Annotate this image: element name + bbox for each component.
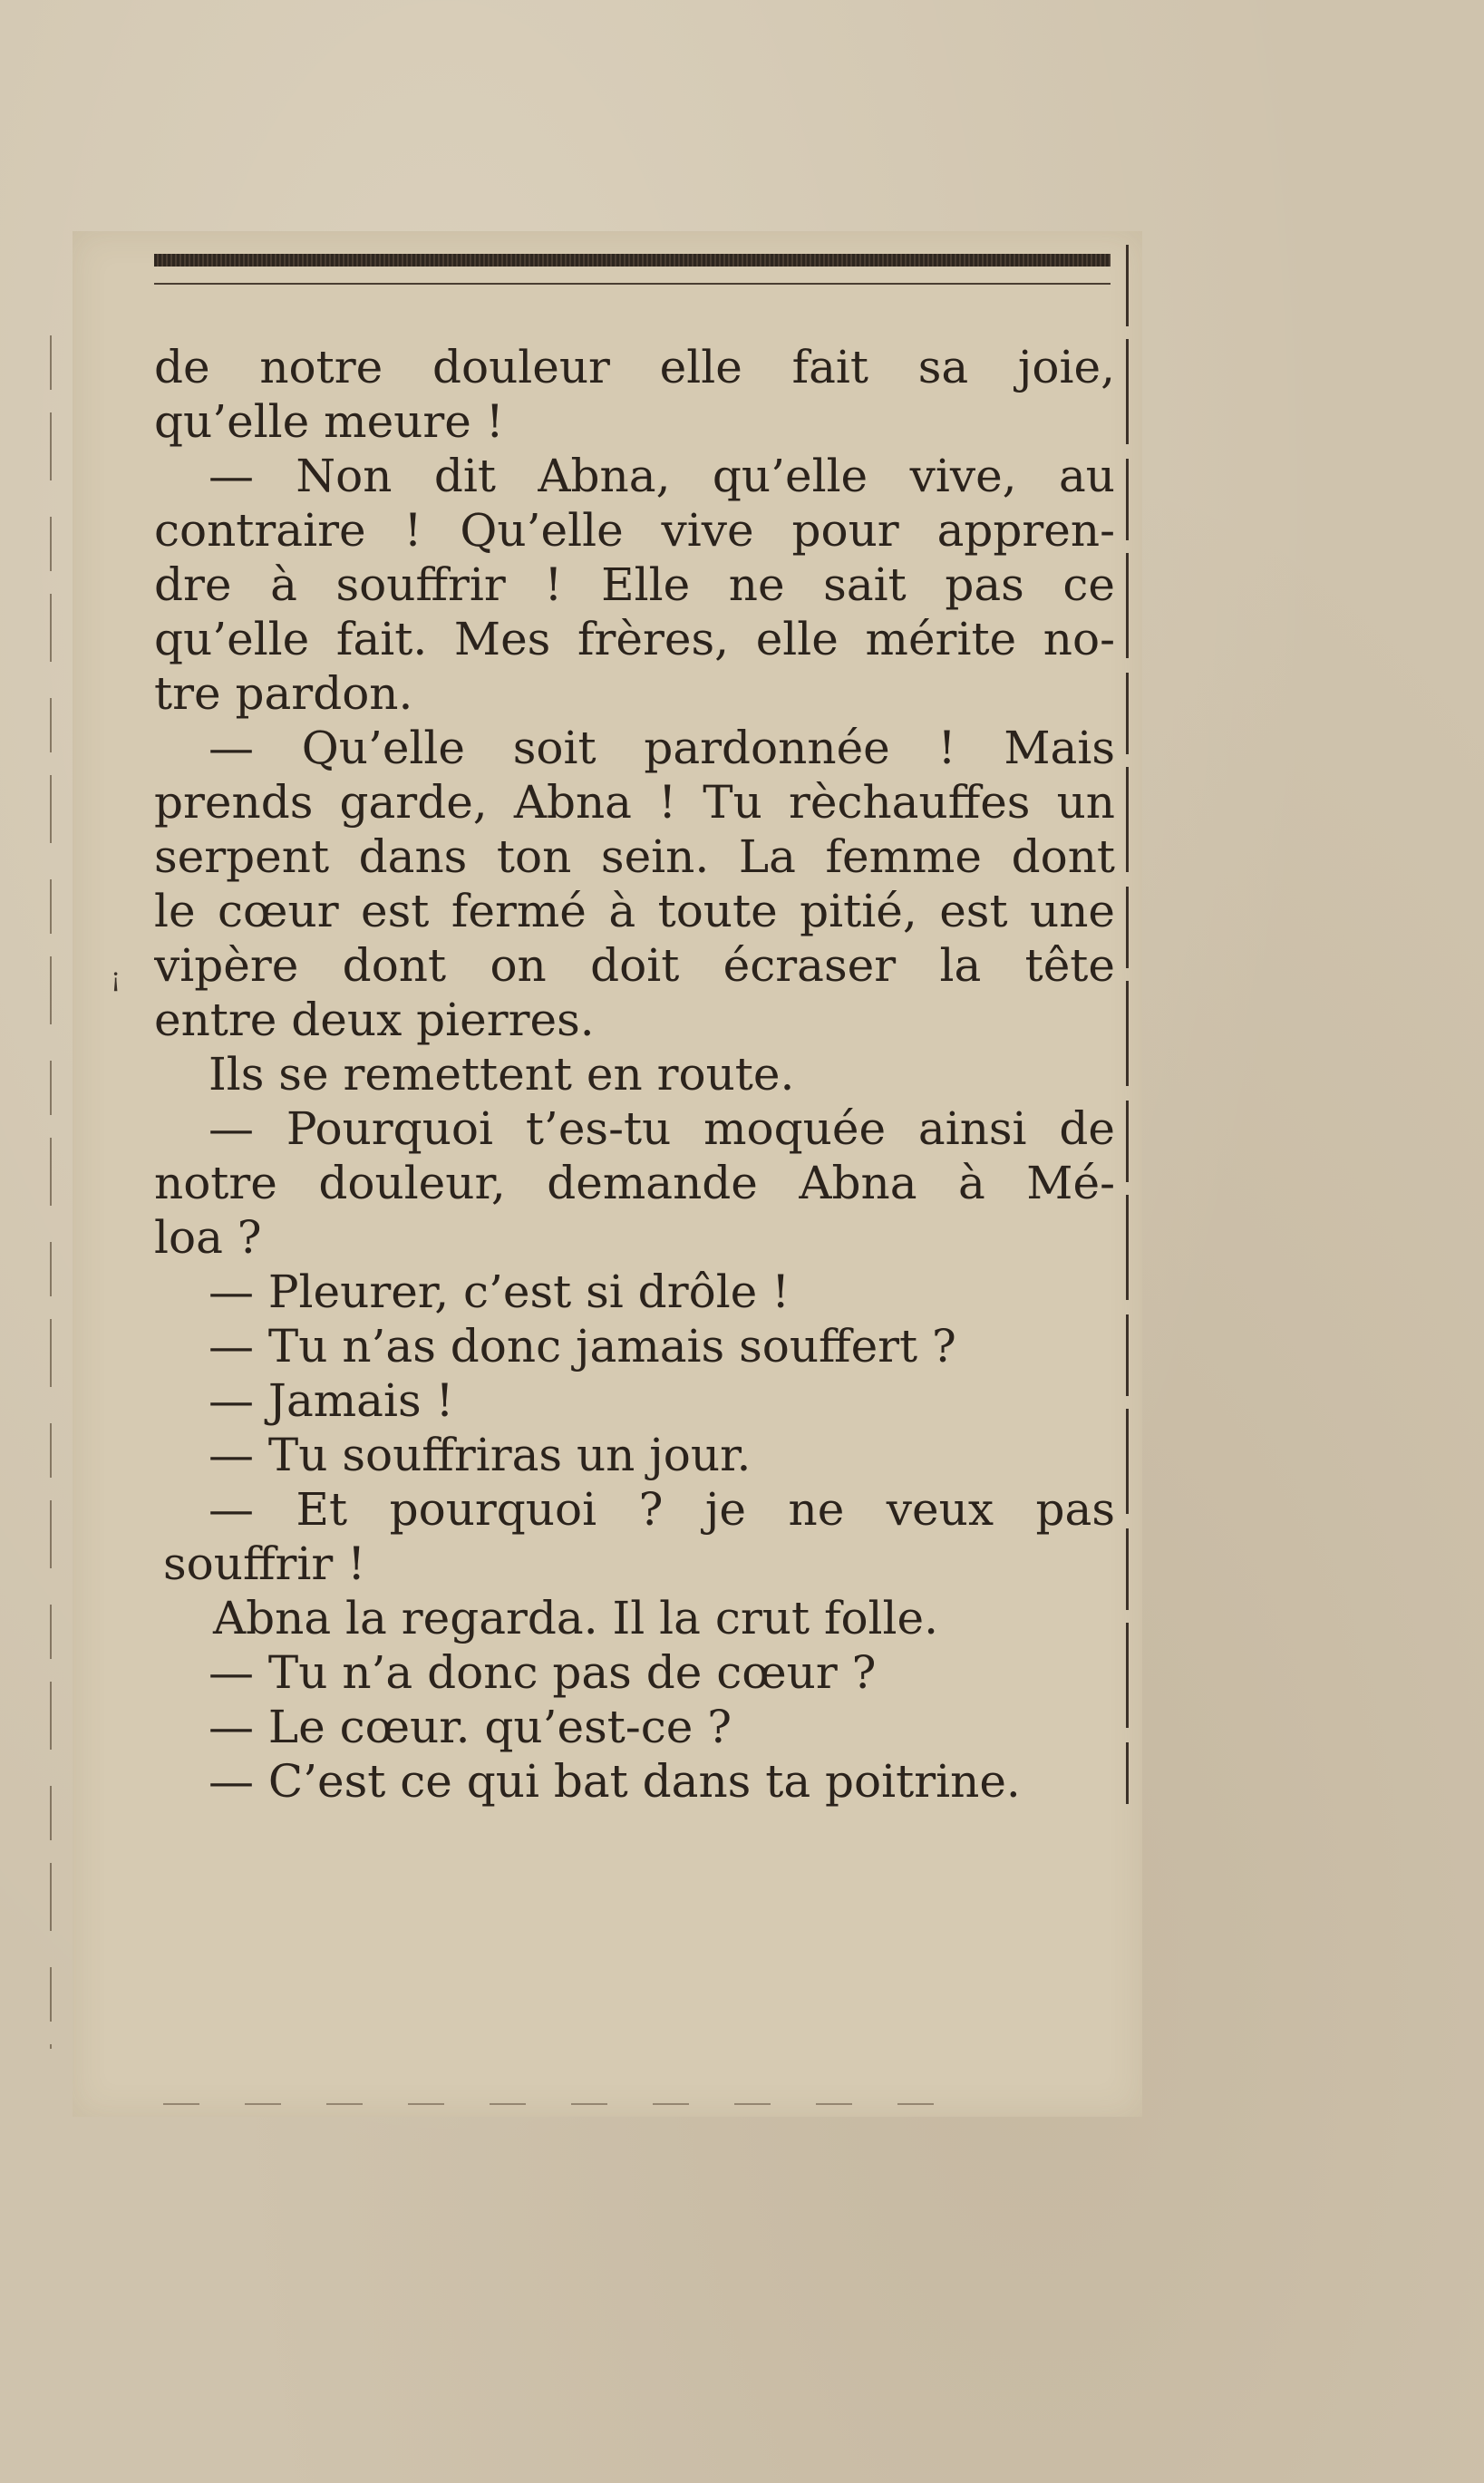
text-line: — Tu souffriras un jour. <box>209 1429 752 1481</box>
text-line: vipère dont on doit écraser la tête <box>154 939 1115 992</box>
text-line: — Tu n’as donc jamais souffert ? <box>209 1320 956 1372</box>
text-line: qu’elle fait. Mes frères, elle mérite no- <box>154 613 1115 665</box>
text-line: — Tu n’a donc pas de cœur ? <box>209 1646 877 1699</box>
text-line: entre deux pierres. <box>154 994 595 1046</box>
bottom-rule <box>163 2103 979 2105</box>
text-line: — Le cœur. qu’est-ce ? <box>209 1701 732 1753</box>
text-line: contraire ! Qu’elle vive pour appren- <box>154 504 1115 557</box>
text-line: souffrir ! <box>163 1537 366 1590</box>
text-line: loa ? <box>154 1211 262 1264</box>
text-line: — Et pourquoi ? je ne veux pas <box>209 1483 1115 1536</box>
column-rule-right <box>1126 245 1129 1804</box>
text-line: prends garde, Abna ! Tu rèchauffes un <box>154 776 1115 829</box>
text-line: Abna la regarda. Il la crut folle. <box>213 1592 939 1644</box>
left-cut-edge <box>50 335 52 2049</box>
text-line: — Non dit Abna, qu’elle vive, au <box>209 450 1115 502</box>
text-line: — Pleurer, c’est si drôle ! <box>209 1266 790 1318</box>
text-line: notre douleur, demande Abna à Mé- <box>154 1157 1115 1209</box>
text-line: — Jamais ! <box>209 1374 454 1427</box>
text-line: — Qu’elle soit pardonnée ! Mais <box>209 722 1115 774</box>
text-line: qu’elle meure ! <box>154 395 504 448</box>
text-line: dre à souffrir ! Elle ne sait pas ce <box>154 558 1115 611</box>
text-line: Ils se remettent en route. <box>209 1048 795 1101</box>
header-rule-thick <box>154 254 1111 267</box>
body-text <box>154 340 1115 1809</box>
text-line: — C’est ce qui bat dans ta poitrine. <box>209 1755 1021 1808</box>
text-line: serpent dans ton sein. La femme dont <box>154 830 1115 883</box>
text-line: le cœur est fermé à toute pitié, est une <box>154 885 1115 937</box>
text-line: — Pourquoi t’es-tu moquée ainsi de <box>209 1102 1115 1155</box>
margin-mark: ¡ <box>111 963 121 993</box>
text-line: de notre douleur elle fait sa joie, <box>154 341 1115 393</box>
text-line: tre pardon. <box>154 667 413 720</box>
header-rule-thin <box>154 283 1111 285</box>
